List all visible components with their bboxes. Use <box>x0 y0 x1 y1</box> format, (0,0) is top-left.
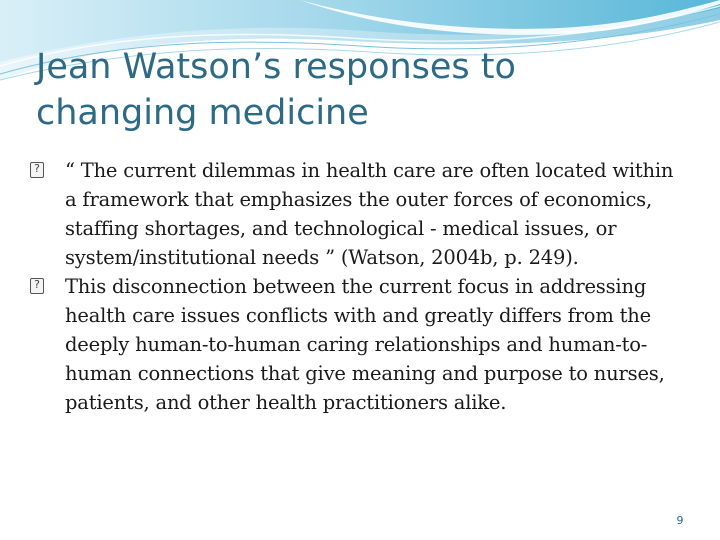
bullet-list <box>30 156 685 417</box>
slide-number: 9 <box>676 514 684 527</box>
bullet-item <box>30 156 685 272</box>
bullet-text: This disconnection between the current focus in addressing health care issues conflicts with and greatly differs from the deeply human-to-human caring relationships and human-to-human connections that give meaning and purpose to nurses, patients, and other health practitioners alike. <box>65 275 665 414</box>
missing-glyph-bullet-icon <box>30 278 44 294</box>
bullet-item <box>30 272 685 417</box>
missing-glyph-bullet-icon <box>30 162 44 178</box>
bullet-text: “ The current dilemmas in health care are often located within a framework that emphasizes the outer forces of economics, staffing shortages, and technological - medical issues, or system/institutional needs ” (Watson, 2004b, p. 249). <box>65 159 674 269</box>
slide-title: Jean Watson’s responses to changing medicine <box>36 47 516 133</box>
